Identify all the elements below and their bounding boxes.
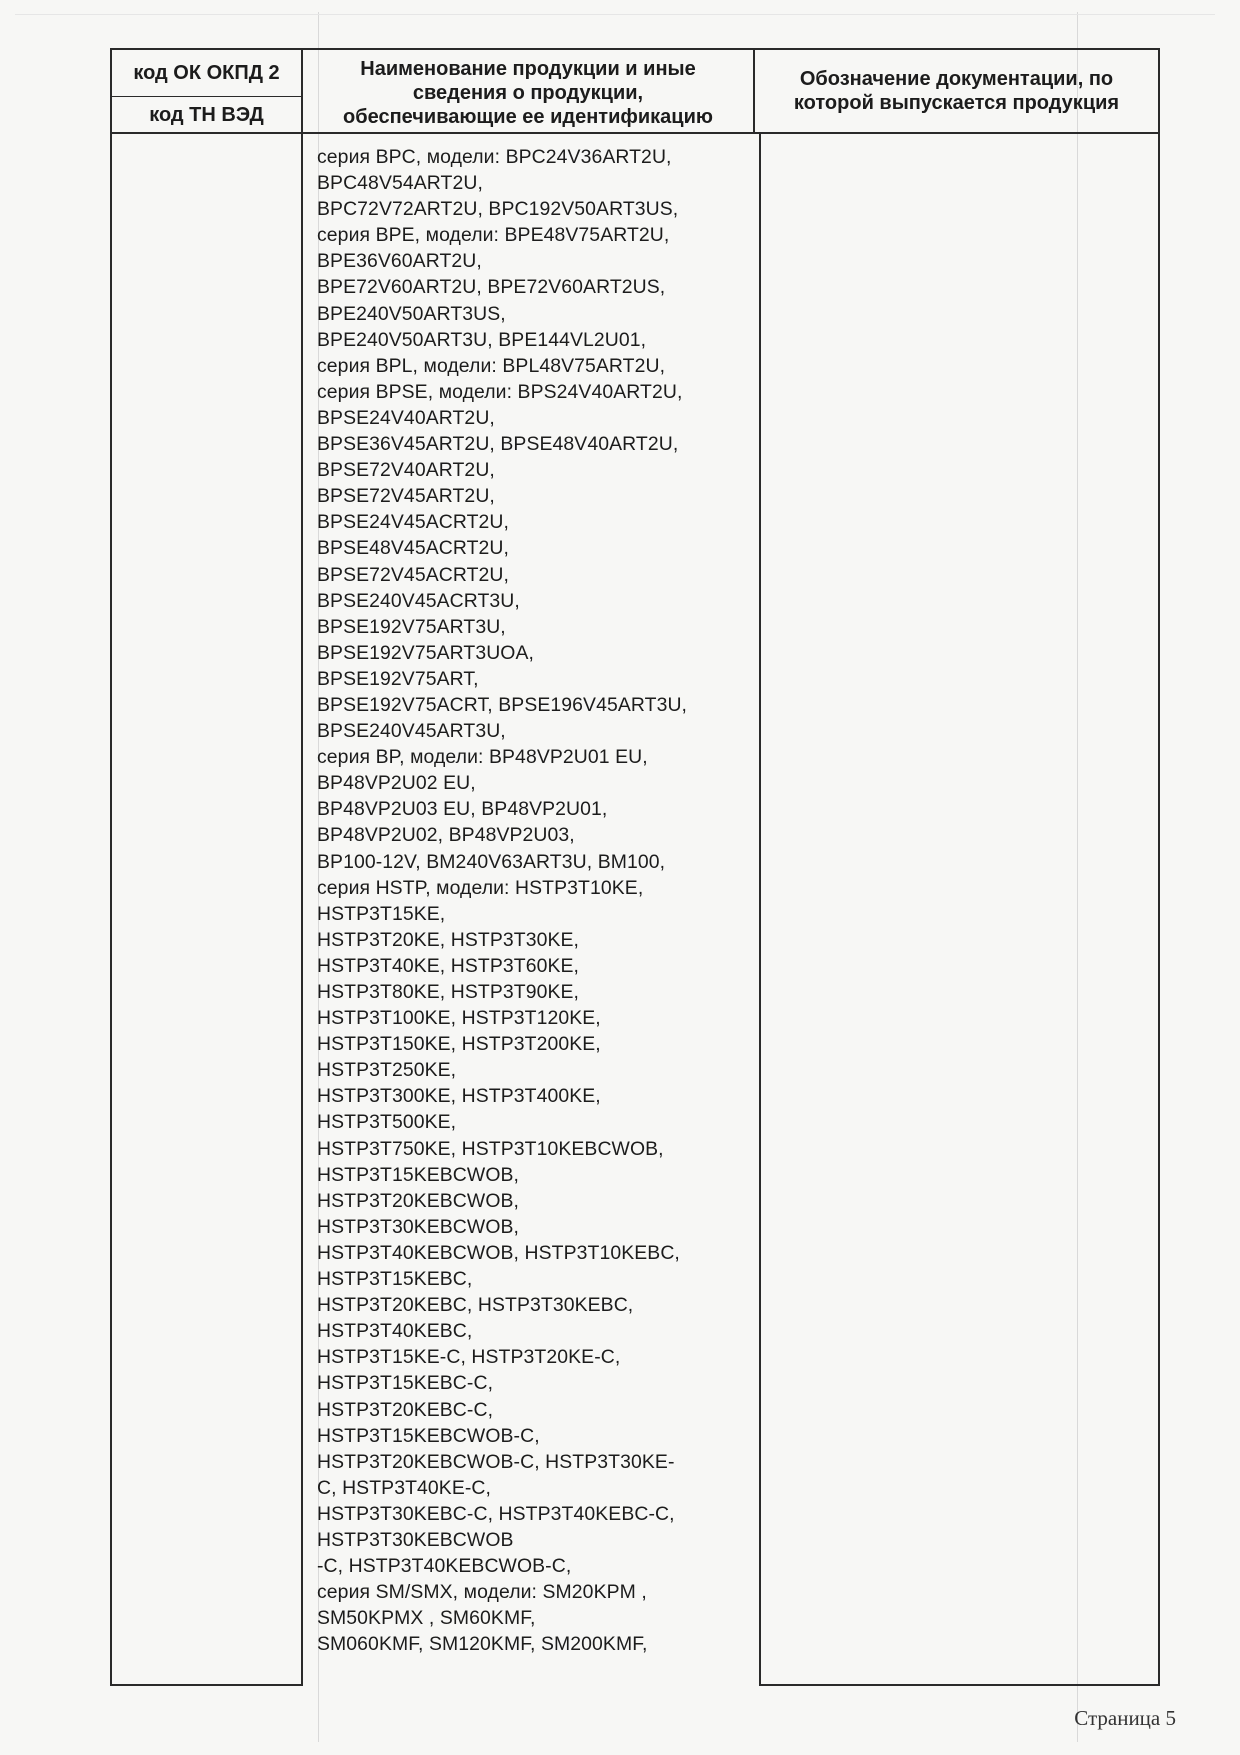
product-line: серия BPE, модели: BPE48V75ART2U,	[317, 224, 670, 247]
header-documentation	[753, 48, 1160, 134]
product-line: BPSE24V45ACRT2U,	[317, 511, 510, 534]
product-name-cell	[303, 132, 753, 1686]
product-line: HSTP3T20KE, HSTP3T30KE,	[317, 928, 580, 951]
product-line: SM50KPMX , SM60KMF,	[317, 1607, 536, 1630]
product-line: BPSE24V40ART2U,	[317, 406, 495, 429]
product-line: HSTP3T100KE, HSTP3T120KE,	[317, 1007, 601, 1030]
product-line: HSTP3T40KEBC,	[317, 1320, 473, 1343]
product-line: C, HSTP3T40KE-C,	[317, 1476, 492, 1499]
product-line: HSTP3T500KE,	[317, 1111, 457, 1134]
product-line: BPC72V72ART2U, BPC192V50ART3US,	[317, 198, 679, 221]
product-line: BPE36V60ART2U,	[317, 250, 482, 273]
product-line: BPC48V54ART2U,	[317, 172, 483, 195]
product-line: BP48VP2U02 EU,	[317, 772, 476, 795]
product-line: HSTP3T40KEBCWOB, HSTP3T10KEBC,	[317, 1241, 680, 1264]
product-line: HSTP3T20KEBC, HSTP3T30KEBC,	[317, 1294, 634, 1317]
header-doc-line: Обозначение документации, по	[799, 68, 1114, 90]
product-line: серия SM/SMX, модели: SM20KPM ,	[317, 1581, 647, 1604]
product-line: HSTP3T750KE, HSTP3T10KEBCWOB,	[317, 1137, 664, 1160]
product-line: BPSE192V75ART,	[317, 667, 479, 690]
code-column-cell	[110, 132, 303, 1686]
product-line: BPSE192V75ART3U,	[317, 615, 506, 638]
product-line: BP48VP2U03 EU, BP48VP2U01,	[317, 798, 608, 821]
product-line: BPSE72V40ART2U,	[317, 459, 495, 482]
product-line: HSTP3T15KEBC-C,	[317, 1372, 494, 1395]
product-line: HSTP3T80KE, HSTP3T90KE,	[317, 981, 580, 1003]
product-line: HSTP3T20KEBCWOB-C, HSTP3T30KE-	[317, 1450, 675, 1473]
product-line: BP100-12V, BM240V63ART3U, BM100,	[317, 850, 666, 873]
product-line: HSTP3T15KE-C, HSTP3T20KE-C,	[317, 1346, 621, 1369]
product-line: BPSE240V45ACRT3U,	[317, 589, 520, 612]
header-name-line: сведения о продукции,	[412, 82, 644, 104]
product-line: HSTP3T15KE,	[317, 902, 446, 925]
product-line: SM060KMF, SM120KMF, SM200KMF,	[317, 1633, 648, 1656]
product-line: HSTP3T15KEBC,	[317, 1268, 473, 1291]
product-line: BPSE192V75ART3UOA,	[317, 641, 535, 664]
product-line: HSTP3T30KEBCWOB	[317, 1528, 514, 1551]
product-line: HSTP3T150KE, HSTP3T200KE,	[317, 1033, 601, 1056]
product-line: -C, HSTP3T40KEBCWOB-C,	[317, 1555, 572, 1578]
product-line: HSTP3T20KEBC-C,	[317, 1398, 494, 1421]
product-line: серия BPSE, модели: BPS24V40ART2U,	[317, 380, 683, 403]
product-line: BPE240V50ART3U, BPE144VL2U01,	[317, 328, 647, 351]
product-line: серия BP, модели: BP48VP2U01 EU,	[317, 746, 648, 769]
header-product-name	[303, 48, 753, 134]
product-line: BPE240V50ART3US,	[317, 302, 506, 325]
header-name-line: Наименование продукции и иные	[360, 58, 696, 80]
product-line: HSTP3T250KE,	[317, 1059, 457, 1082]
product-line: HSTP3T40KE, HSTP3T60KE,	[317, 954, 580, 977]
product-line: HSTP3T30KEBC-C, HSTP3T40KEBC-C,	[317, 1502, 675, 1525]
product-line: BPSE72V45ACRT2U,	[317, 563, 510, 586]
header-name-line: обеспечивающие ее идентификацию	[343, 106, 713, 128]
product-line: HSTP3T15KEBCWOB,	[317, 1163, 520, 1186]
header-okpd-code: код ОК ОКПД 2	[110, 48, 303, 97]
header-doc-line: которой выпускается продукция	[793, 92, 1120, 114]
product-line: BPSE192V75ACRT, BPSE196V45ART3U,	[317, 693, 688, 716]
product-line: HSTP3T20KEBCWOB,	[317, 1189, 520, 1212]
product-line: HSTP3T300KE, HSTP3T400KE,	[317, 1085, 601, 1108]
product-line: серия BPL, модели: BPL48V75ART2U,	[317, 354, 666, 377]
product-line: BPSE72V45ART2U,	[317, 485, 495, 508]
product-line: BPSE240V45ART3U,	[317, 720, 506, 743]
product-table	[110, 48, 1160, 1686]
product-list	[317, 144, 751, 1657]
product-line: серия HSTP, модели: HSTP3T10KE,	[317, 876, 644, 899]
scan-fold-line	[15, 14, 1215, 15]
product-line: BPE72V60ART2U, BPE72V60ART2US,	[317, 276, 666, 299]
header-tnved-code: код ТН ВЭД	[149, 104, 264, 126]
product-line: BPSE48V45ACRT2U,	[317, 537, 510, 560]
product-line: BPSE36V45ART2U, BPSE48V40ART2U,	[317, 433, 679, 456]
page-number: Страница 5	[1074, 1706, 1176, 1730]
product-line: HSTP3T15KEBCWOB-C,	[317, 1424, 540, 1447]
documentation-cell	[759, 132, 1160, 1686]
product-line: серия BPC, модели: BPC24V36ART2U,	[317, 146, 672, 168]
product-line: BP48VP2U02, BP48VP2U03,	[317, 824, 575, 847]
product-line: HSTP3T30KEBCWOB,	[317, 1215, 520, 1238]
